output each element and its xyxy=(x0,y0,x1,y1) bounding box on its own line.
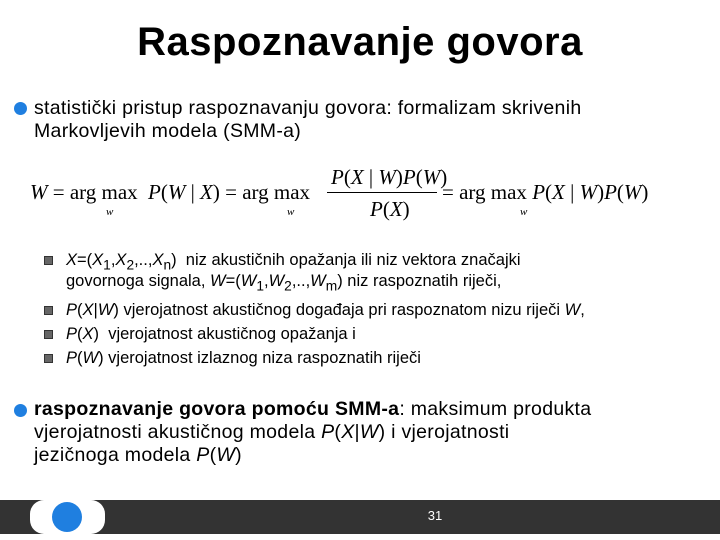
list-item xyxy=(44,350,704,367)
list-item-line: P(X) vjerojatnost akustičnog opažanja i xyxy=(66,324,356,343)
formula-lhs: W = arg max xyxy=(30,180,138,204)
bullet-dot-icon xyxy=(14,102,27,115)
bullet-line-rest: : maksimum produkta xyxy=(399,398,592,420)
list-item-line: govornoga signala, $W=(W_1,W_2,..,W_m)$ niz raspoznatih riječi, xyxy=(66,272,502,294)
bullet-line: Markovljevih modela (SMM-a) xyxy=(34,120,302,142)
bullet-line xyxy=(34,398,714,421)
page-number: 31 xyxy=(427,508,443,523)
argmax-formula xyxy=(30,162,710,222)
bullet-line: statistički pristup raspoznavanju govora: formalizam skrivenih xyxy=(34,97,582,119)
formula-subscript: w xyxy=(520,206,528,218)
square-bullet-icon xyxy=(44,354,53,363)
formula-subscript: w xyxy=(287,206,295,218)
formula-term3: = arg max P(X | W)P(W) xyxy=(442,180,649,204)
bullet-dot-icon xyxy=(14,404,27,417)
bullet-line: jezičnoga modela P(W) xyxy=(34,444,242,466)
formula-subscript: w xyxy=(106,206,114,218)
bullet-line: vjerojatnosti akustičnog modela P(X|W) i vjerojatnosti xyxy=(34,421,510,443)
formula-denominator: P(X) xyxy=(370,197,410,221)
list-item-line: $X=(X_1,X_2,..,X_n)$ niz akustičnih opažanja ili niz vektora značajki xyxy=(66,251,521,273)
slide-footer xyxy=(0,500,720,534)
square-bullet-icon xyxy=(44,256,53,265)
slide-title: Raspoznavanje govora xyxy=(137,20,583,64)
square-bullet-icon xyxy=(44,306,53,315)
bullet-text xyxy=(34,97,714,143)
list-item xyxy=(44,302,704,319)
list-item xyxy=(44,252,704,295)
definitions-list xyxy=(44,252,704,374)
bullet-bold-text: raspoznavanje govora pomoću SMM-a xyxy=(34,398,400,420)
formula-term1: P(W | X) = arg max xyxy=(148,180,311,204)
list-item-line: P(W) vjerojatnost izlaznog niza raspoznatih riječi xyxy=(66,348,421,367)
formula-numerator: P(X | W)P(W) xyxy=(331,165,448,189)
square-bullet-icon xyxy=(44,330,53,339)
logo-circle-icon xyxy=(52,502,82,532)
list-item-line: P(X|W) vjerojatnost akustičnog događaja pri raspoznatom nizu riječi W, xyxy=(66,300,585,319)
fraction-bar xyxy=(327,192,437,193)
bullet-text xyxy=(34,398,714,467)
list-item xyxy=(44,326,704,343)
